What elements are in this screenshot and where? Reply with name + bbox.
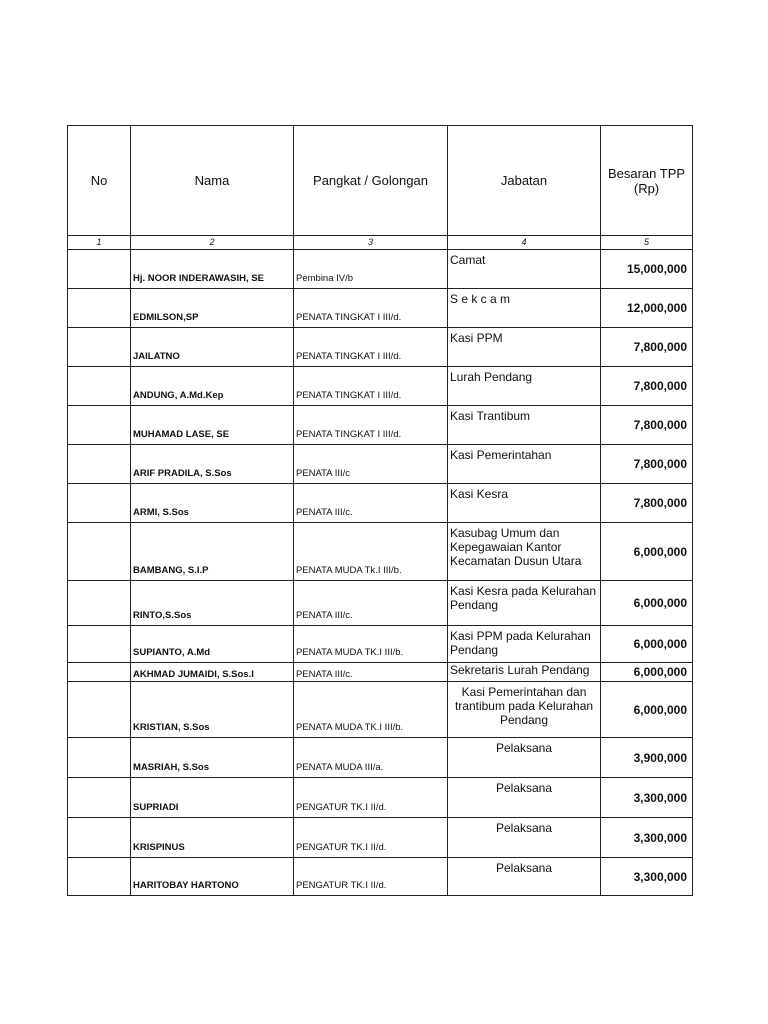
nama-cell: EDMILSON,SP <box>131 289 294 328</box>
header-jabatan: Jabatan <box>448 126 601 236</box>
header-pangkat: Pangkat / Golongan <box>294 126 448 236</box>
no-cell <box>68 328 131 367</box>
pangkat-cell: PENATA TINGKAT I III/d. <box>294 406 448 445</box>
tpp-value-cell: 6,000,000 <box>601 581 693 626</box>
tpp-value-cell: 6,000,000 <box>601 523 693 581</box>
tpp-value-cell: 3,300,000 <box>601 858 693 896</box>
no-cell <box>68 484 131 523</box>
jabatan-cell: Pelaksana <box>448 818 601 858</box>
table-row <box>68 445 693 484</box>
jabatan-cell: Pelaksana <box>448 738 601 778</box>
jabatan-cell: Kasi Kesra <box>448 484 601 523</box>
nama-cell: Hj. NOOR INDERAWASIH, SE <box>131 250 294 289</box>
header-besaran-line2: (Rp) <box>633 180 660 196</box>
no-cell <box>68 778 131 818</box>
jabatan-cell: Kasi PPM <box>448 328 601 367</box>
pangkat-cell: Pembina IV/b <box>294 250 448 289</box>
tpp-value-cell: 7,800,000 <box>601 406 693 445</box>
nama-cell: KRISTIAN, S.Sos <box>131 682 294 738</box>
tpp-value-cell: 7,800,000 <box>601 484 693 523</box>
pangkat-cell: PENGATUR TK.I II/d. <box>294 858 448 896</box>
tpp-value-cell: 6,000,000 <box>601 663 693 682</box>
table-row <box>68 484 693 523</box>
no-cell <box>68 858 131 896</box>
column-number: 5 <box>601 236 693 250</box>
column-number: 1 <box>68 236 131 250</box>
pangkat-cell: PENATA TINGKAT I III/d. <box>294 328 448 367</box>
no-cell <box>68 818 131 858</box>
jabatan-cell: Pelaksana <box>448 858 601 896</box>
table-row <box>68 581 693 626</box>
jabatan-cell: Sekretaris Lurah Pendang <box>448 663 601 682</box>
table-row <box>68 682 693 738</box>
header-besaran-tpp <box>601 126 693 236</box>
table-row <box>68 523 693 581</box>
no-cell <box>68 523 131 581</box>
pangkat-cell: PENATA MUDA Tk.I III/b. <box>294 523 448 581</box>
jabatan-cell: Pelaksana <box>448 778 601 818</box>
no-cell <box>68 367 131 406</box>
header-no: No <box>68 126 131 236</box>
jabatan-cell: Kasi Kesra pada Kelurahan Pendang <box>448 581 601 626</box>
table-row <box>68 738 693 778</box>
tpp-value-cell: 15,000,000 <box>601 250 693 289</box>
table-row <box>68 778 693 818</box>
table-row <box>68 367 693 406</box>
nama-cell: AKHMAD JUMAIDI, S.Sos.I <box>131 663 294 682</box>
table-row <box>68 250 693 289</box>
jabatan-cell: Camat <box>448 250 601 289</box>
jabatan-cell: Kasi Trantibum <box>448 406 601 445</box>
table-row <box>68 406 693 445</box>
pangkat-cell: PENATA TINGKAT I III/d. <box>294 289 448 328</box>
tpp-value-cell: 3,900,000 <box>601 738 693 778</box>
tpp-table <box>67 125 693 896</box>
nama-cell: KRISPINUS <box>131 818 294 858</box>
nama-cell: BAMBANG, S.I.P <box>131 523 294 581</box>
nama-cell: MASRIAH, S.Sos <box>131 738 294 778</box>
no-cell <box>68 663 131 682</box>
jabatan-cell: Lurah Pendang <box>448 367 601 406</box>
jabatan-cell: Kasi PPM pada Kelurahan Pendang <box>448 626 601 663</box>
table-row <box>68 289 693 328</box>
tpp-value-cell: 7,800,000 <box>601 367 693 406</box>
table-row <box>68 663 693 682</box>
nama-cell: JAILATNO <box>131 328 294 367</box>
jabatan-cell: Kasi Pemerintahan dan trantibum pada Kelurahan Pendang <box>448 682 601 738</box>
header-nama: Nama <box>131 126 294 236</box>
nama-cell: ARMI, S.Sos <box>131 484 294 523</box>
no-cell <box>68 445 131 484</box>
jabatan-cell: Kasi Pemerintahan <box>448 445 601 484</box>
header-besaran-line1: Besaran TPP <box>607 165 686 181</box>
pangkat-cell: PENATA MUDA TK.I III/b. <box>294 682 448 738</box>
tpp-value-cell: 6,000,000 <box>601 626 693 663</box>
column-number-row <box>68 236 693 250</box>
tpp-value-cell: 3,300,000 <box>601 778 693 818</box>
nama-cell: MUHAMAD LASE, SE <box>131 406 294 445</box>
table-row <box>68 328 693 367</box>
nama-cell: ARIF PRADILA, S.Sos <box>131 445 294 484</box>
no-cell <box>68 626 131 663</box>
tpp-value-cell: 6,000,000 <box>601 682 693 738</box>
no-cell <box>68 738 131 778</box>
tpp-value-cell: 7,800,000 <box>601 328 693 367</box>
jabatan-cell: S e k c a m <box>448 289 601 328</box>
nama-cell: SUPIANTO, A.Md <box>131 626 294 663</box>
pangkat-cell: PENATA III/c <box>294 445 448 484</box>
nama-cell: HARITOBAY HARTONO <box>131 858 294 896</box>
pangkat-cell: PENATA III/c. <box>294 484 448 523</box>
nama-cell: RINTO,S.Sos <box>131 581 294 626</box>
jabatan-cell: Kasubag Umum dan Kepegawaian Kantor Kecamatan Dusun Utara <box>448 523 601 581</box>
no-cell <box>68 250 131 289</box>
tpp-value-cell: 7,800,000 <box>601 445 693 484</box>
pangkat-cell: PENGATUR TK.I II/d. <box>294 818 448 858</box>
no-cell <box>68 581 131 626</box>
no-cell <box>68 406 131 445</box>
pangkat-cell: PENATA III/c. <box>294 663 448 682</box>
pangkat-cell: PENGATUR TK.I II/d. <box>294 778 448 818</box>
nama-cell: SUPRIADI <box>131 778 294 818</box>
column-number: 2 <box>131 236 294 250</box>
pangkat-cell: PENATA III/c. <box>294 581 448 626</box>
pangkat-cell: PENATA MUDA III/a. <box>294 738 448 778</box>
header-row <box>68 126 693 236</box>
table-row <box>68 818 693 858</box>
pangkat-cell: PENATA MUDA TK.I III/b. <box>294 626 448 663</box>
column-number: 4 <box>448 236 601 250</box>
pangkat-cell: PENATA TINGKAT I III/d. <box>294 367 448 406</box>
column-number: 3 <box>294 236 448 250</box>
nama-cell: ANDUNG, A.Md.Kep <box>131 367 294 406</box>
no-cell <box>68 682 131 738</box>
table-row <box>68 858 693 896</box>
tpp-value-cell: 3,300,000 <box>601 818 693 858</box>
no-cell <box>68 289 131 328</box>
tpp-value-cell: 12,000,000 <box>601 289 693 328</box>
table-row <box>68 626 693 663</box>
